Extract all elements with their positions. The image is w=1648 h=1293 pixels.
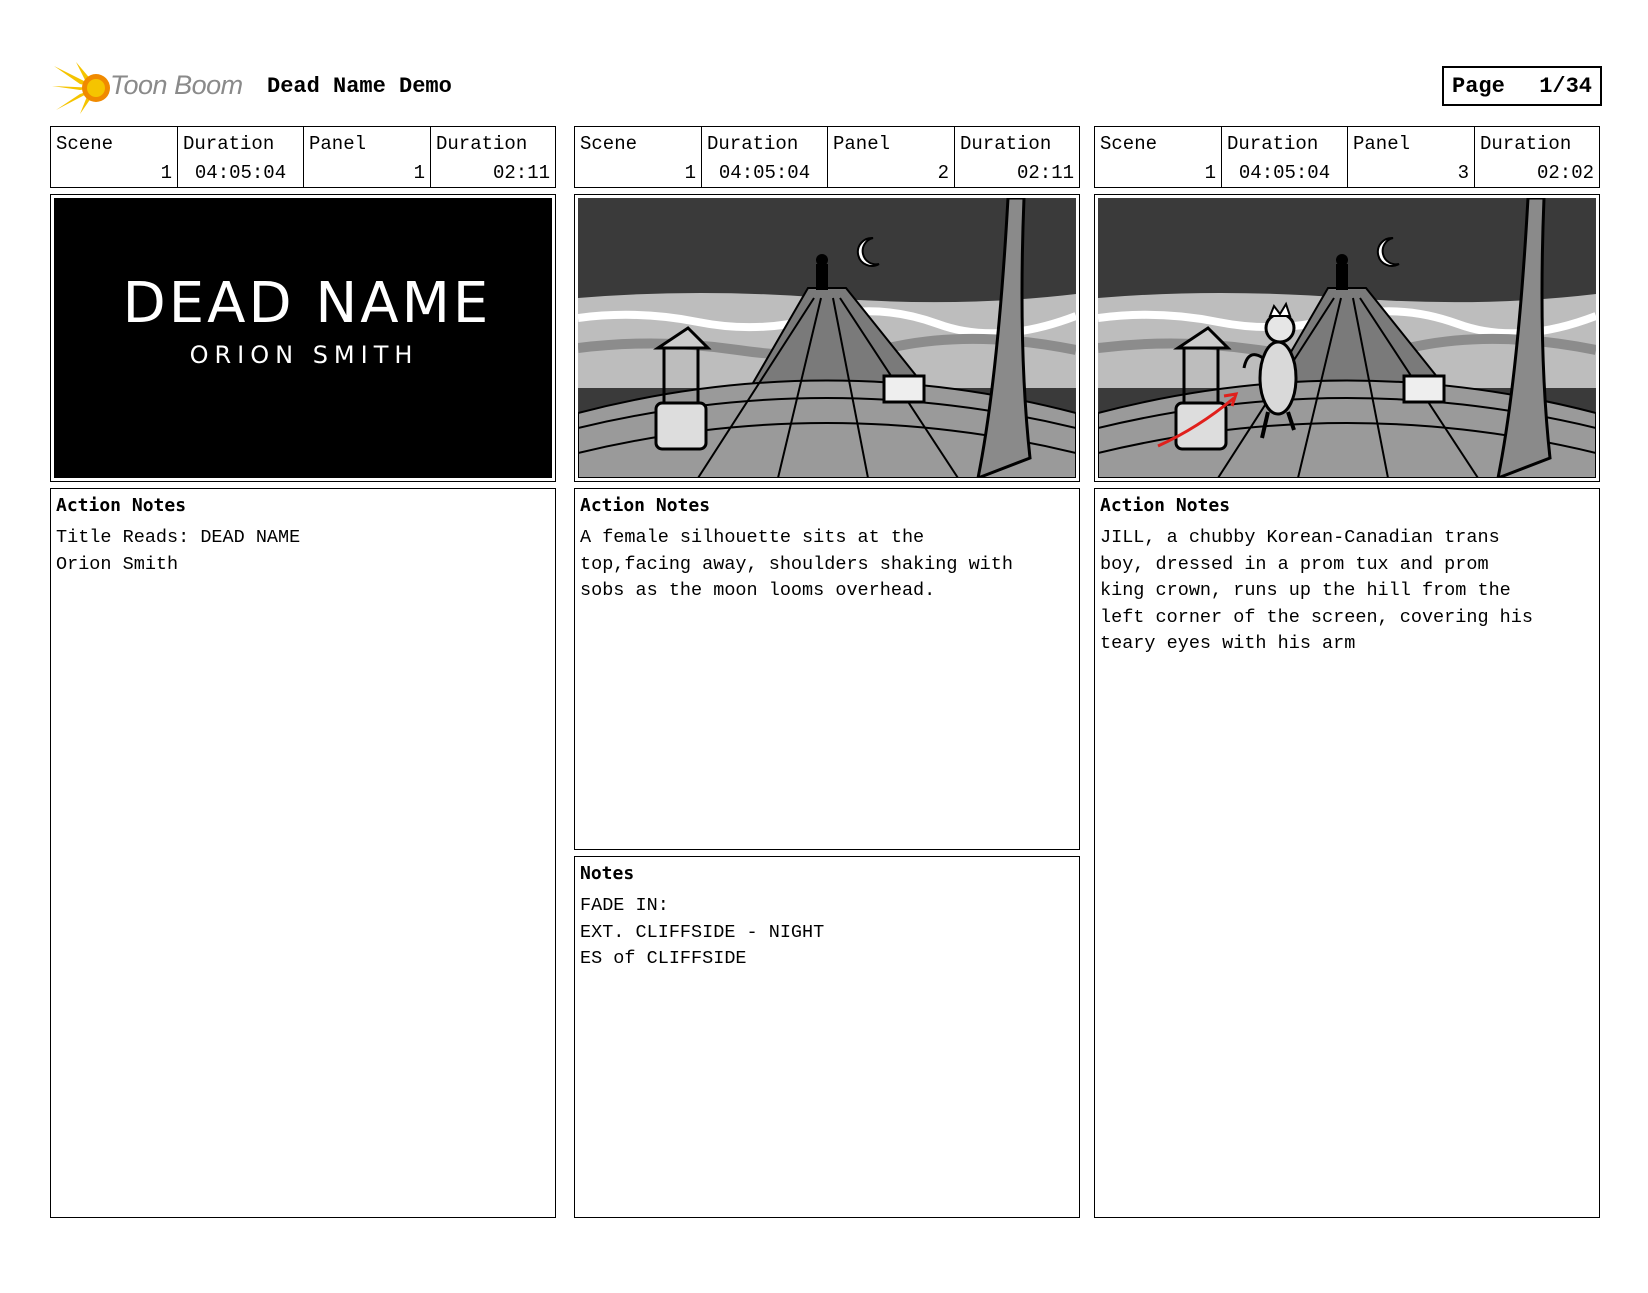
notes-label: Notes bbox=[580, 863, 635, 884]
action-notes-text: JILL, a chubby Korean-Canadian trans boy, dressed in a prom tux and prom king crown, runs up the hill from the left corner of the screen, covering his teary eyes with his arm bbox=[1100, 527, 1533, 654]
panel-label: Panel bbox=[833, 133, 891, 155]
panel-number: 3 bbox=[1457, 162, 1469, 184]
scene-duration-value: 04:05:04 bbox=[1238, 162, 1331, 184]
scene-duration-label: Duration bbox=[707, 133, 799, 155]
brand-name: Toon Boom bbox=[110, 70, 243, 100]
panel-label: Panel bbox=[309, 133, 367, 155]
scene-cell bbox=[51, 127, 178, 187]
panel-duration-value: 02:02 bbox=[1536, 162, 1594, 184]
panel-duration-cell bbox=[1475, 127, 1599, 187]
panel-info-bar bbox=[1094, 126, 1600, 188]
action-notes-box bbox=[574, 488, 1080, 850]
panel-cell bbox=[828, 127, 955, 187]
scene-label: Scene bbox=[56, 133, 114, 155]
scene-duration-cell bbox=[702, 127, 828, 187]
scene-number: 1 bbox=[684, 162, 696, 184]
scene-cell bbox=[1095, 127, 1222, 187]
scene-duration-value: 04:05:04 bbox=[718, 162, 811, 184]
scene-duration-cell bbox=[178, 127, 304, 187]
panel-label: Panel bbox=[1353, 133, 1411, 155]
scene-duration-label: Duration bbox=[183, 133, 275, 155]
scene-number: 1 bbox=[160, 162, 172, 184]
scene-duration-label: Duration bbox=[1227, 133, 1319, 155]
panel-duration-cell bbox=[431, 127, 555, 187]
panel-frame-cliffside-jill bbox=[1094, 194, 1600, 482]
action-notes-box bbox=[1094, 488, 1600, 1218]
cliffside-jill-drawing bbox=[1098, 198, 1596, 478]
notes-text: FADE IN: EXT. CLIFFSIDE - NIGHT ES of CLIFFSIDE bbox=[580, 895, 825, 969]
page-indicator bbox=[1442, 66, 1602, 106]
title-card-drawing bbox=[54, 198, 552, 478]
title-card-title: DEAD NAME bbox=[122, 271, 492, 336]
scene-number: 1 bbox=[1204, 162, 1216, 184]
storyboard-panel-3 bbox=[1094, 126, 1600, 1218]
document-title: Dead Name Demo bbox=[267, 74, 452, 99]
action-notes-label: Action Notes bbox=[580, 495, 711, 516]
scene-duration-value: 04:05:04 bbox=[194, 162, 287, 184]
panel-frame-cliffside bbox=[574, 194, 1080, 482]
action-notes-label: Action Notes bbox=[56, 495, 187, 516]
storyboard-panel-2 bbox=[574, 126, 1080, 1218]
action-notes-label: Action Notes bbox=[1100, 495, 1231, 516]
panel-info-bar bbox=[574, 126, 1080, 188]
page-label: Page bbox=[1452, 73, 1505, 99]
panel-number: 1 bbox=[413, 162, 425, 184]
panel-number: 2 bbox=[937, 162, 949, 184]
panel-frame-title-card bbox=[50, 194, 556, 482]
panel-duration-value: 02:11 bbox=[1016, 162, 1074, 184]
action-notes-text: Title Reads: DEAD NAME Orion Smith bbox=[56, 527, 301, 575]
scene-label: Scene bbox=[580, 133, 638, 155]
cliffside-night-drawing bbox=[578, 198, 1076, 478]
scene-label: Scene bbox=[1100, 133, 1158, 155]
panel-cell bbox=[1348, 127, 1475, 187]
panel-duration-label: Duration bbox=[960, 133, 1052, 155]
panel-cell bbox=[304, 127, 431, 187]
panel-info-bar bbox=[50, 126, 556, 188]
title-card-subtitle: ORION SMITH bbox=[189, 341, 419, 369]
panel-duration-value: 02:11 bbox=[492, 162, 550, 184]
scene-duration-cell bbox=[1222, 127, 1348, 187]
page-number: 1/34 bbox=[1539, 73, 1592, 99]
panel-duration-label: Duration bbox=[436, 133, 528, 155]
scene-cell bbox=[575, 127, 702, 187]
page-header bbox=[0, 0, 1648, 120]
panel-duration-cell bbox=[955, 127, 1079, 187]
storyboard-panel-1 bbox=[50, 126, 556, 1218]
action-notes-box bbox=[50, 488, 556, 1218]
action-notes-text: A female silhouette sits at the top,facing away, shoulders shaking with sobs as the moon looms overhead. bbox=[580, 527, 1013, 601]
panel-duration-label: Duration bbox=[1480, 133, 1572, 155]
toon-boom-logo-icon bbox=[50, 60, 116, 116]
notes-box bbox=[574, 856, 1080, 1218]
